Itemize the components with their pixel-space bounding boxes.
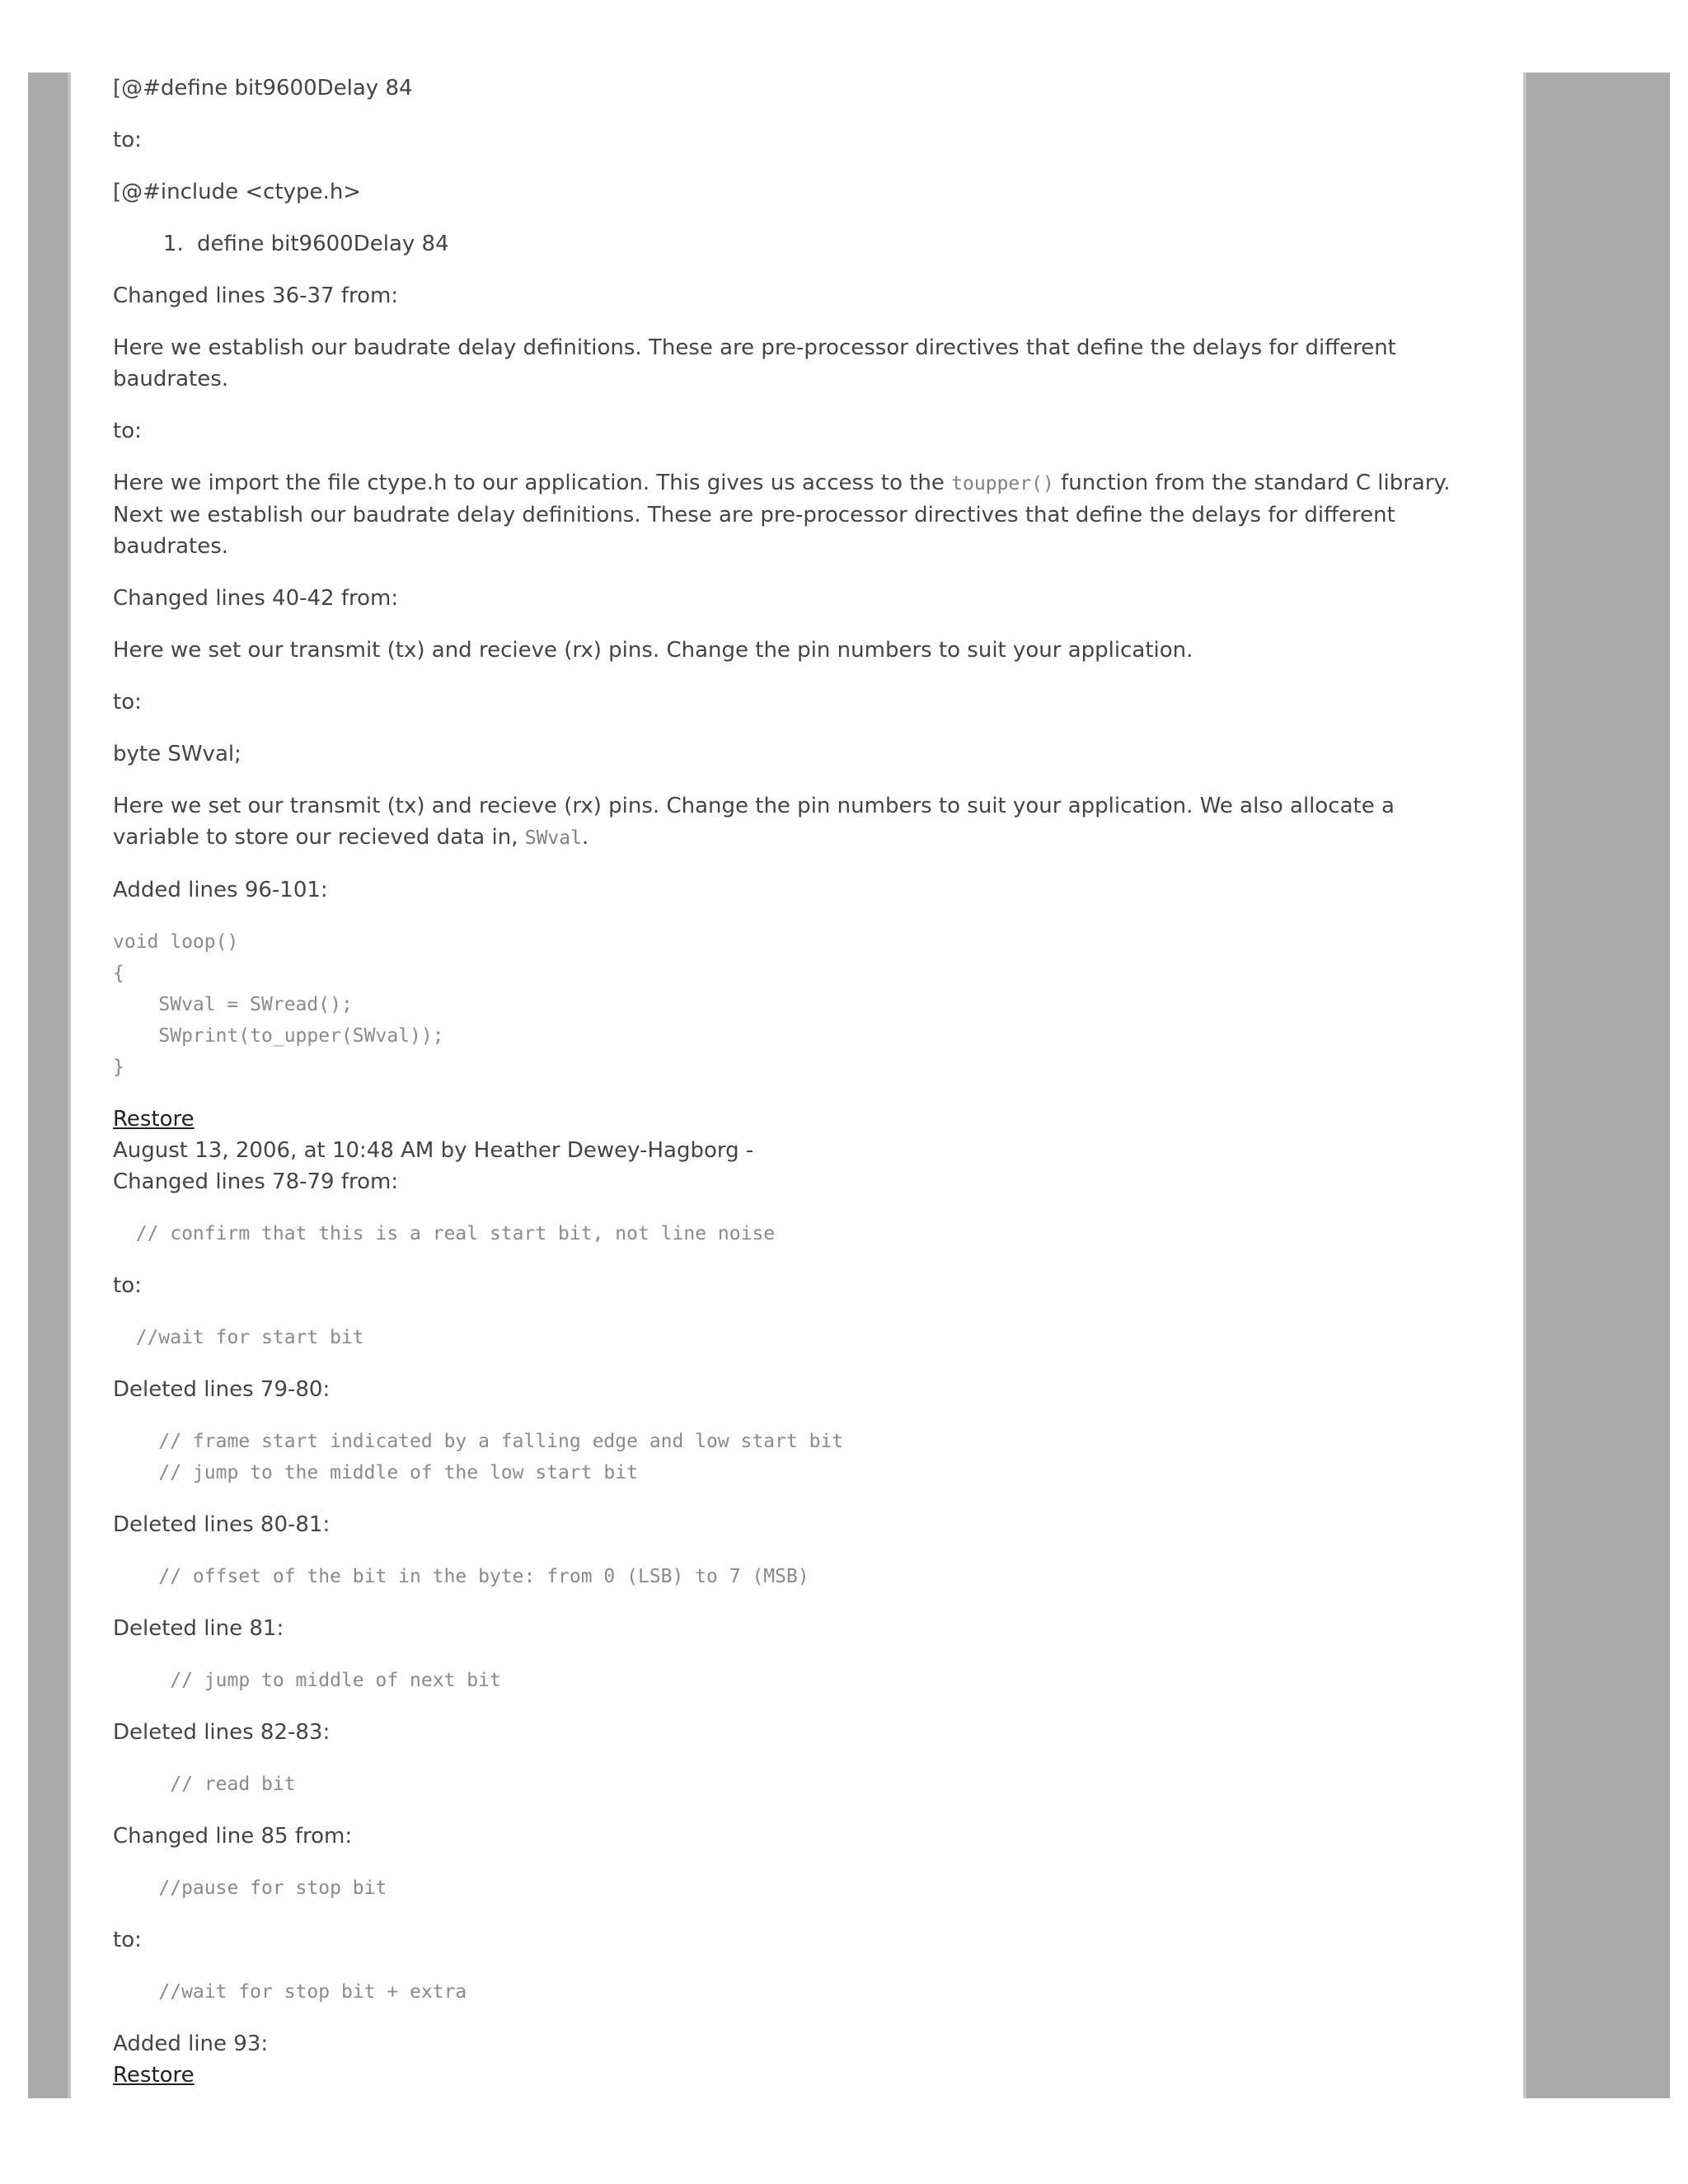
diff-text-part: . xyxy=(581,825,589,850)
diff-heading: Deleted lines 79-80: xyxy=(113,1377,331,1402)
revision-meta: August 13, 2006, at 10:48 AM by Heather Dewey-Hagborg - xyxy=(113,1138,754,1163)
diff-heading: Changed lines 36-37 from: xyxy=(113,284,399,308)
diff-to-label: to: xyxy=(113,419,142,443)
diff-heading: Changed line 85 from: xyxy=(113,1824,353,1849)
right-sidebar-bar xyxy=(1523,73,1670,2098)
inline-code: toupper() xyxy=(951,473,1054,494)
diff-text: [@#include <ctype.h> xyxy=(113,180,362,204)
diff-heading: Added lines 96-101: xyxy=(113,878,328,902)
diff-to-label: to: xyxy=(113,128,142,152)
diff-text xyxy=(113,790,1481,854)
diff-heading: Added line 93: xyxy=(113,2032,269,2056)
diff-text: Here we establish our baudrate delay definitions. These are pre-processor directives that define the delays for different baudrates. xyxy=(113,335,1396,391)
inline-code: SWval xyxy=(524,827,582,849)
code-block: //wait for stop bit + extra xyxy=(113,1981,467,2003)
diff-to-label: to: xyxy=(113,690,142,715)
left-sidebar-bar xyxy=(28,73,71,2098)
code-block: // frame start indicated by a falling edge and low start bit // jump to the middle of the low start bit xyxy=(158,1431,844,1483)
code-block: void loop() { SWval = SWread(); SWprint(to_upper(SWval)); } xyxy=(113,931,444,1078)
restore-row xyxy=(113,2060,1481,2091)
code-block: // jump to middle of next bit xyxy=(113,1670,501,1691)
code-block: // confirm that this is a real start bit, not line noise xyxy=(113,1223,776,1244)
page-history-content xyxy=(113,73,1481,2091)
diff-text: byte SWval; xyxy=(113,742,241,766)
diff-text: Here we set our transmit (tx) and recieve (rx) pins. Change the pin numbers to suit your application. xyxy=(113,638,1193,663)
diff-heading: Changed lines 40-42 from: xyxy=(113,586,399,611)
code-block: //pause for stop bit xyxy=(113,1877,387,1899)
diff-text: [@#define bit9600Delay 84 xyxy=(113,76,413,101)
diff-text xyxy=(113,467,1481,562)
code-block: // offset of the bit in the byte: from 0 (LSB) to 7 (MSB) xyxy=(113,1566,809,1587)
code-block: // read bit xyxy=(113,1774,296,1795)
list-item: 1. define bit9600Delay 84 xyxy=(190,228,1481,260)
code-block: //wait for start bit xyxy=(113,1327,364,1348)
diff-heading: Changed lines 78-79 from: xyxy=(113,1169,399,1194)
diff-to-label: to: xyxy=(113,1273,142,1298)
restore-link[interactable]: Restore xyxy=(113,1107,195,1132)
diff-text-part: Here we set our transmit (tx) and recieve (rx) pins. Change the pin numbers to suit your application. We also allocate a variable to store our recieved data in, xyxy=(113,794,1395,850)
diff-text-part: function from the standard C library. Next we establish our baudrate delay definitions. These are pre-processor directives that define the delays for different baudrates. xyxy=(113,471,1451,559)
diff-heading: Deleted line 81: xyxy=(113,1616,284,1641)
diff-to-label: to: xyxy=(113,1928,142,1952)
diff-heading: Deleted lines 80-81: xyxy=(113,1512,331,1537)
restore-link[interactable]: Restore xyxy=(113,2063,195,2088)
diff-heading: Deleted lines 82-83: xyxy=(113,1720,331,1745)
numbered-list xyxy=(113,228,1481,260)
diff-text-part: Here we import the file ctype.h to our application. This gives us access to the xyxy=(113,471,952,495)
restore-row xyxy=(113,1104,1481,1135)
